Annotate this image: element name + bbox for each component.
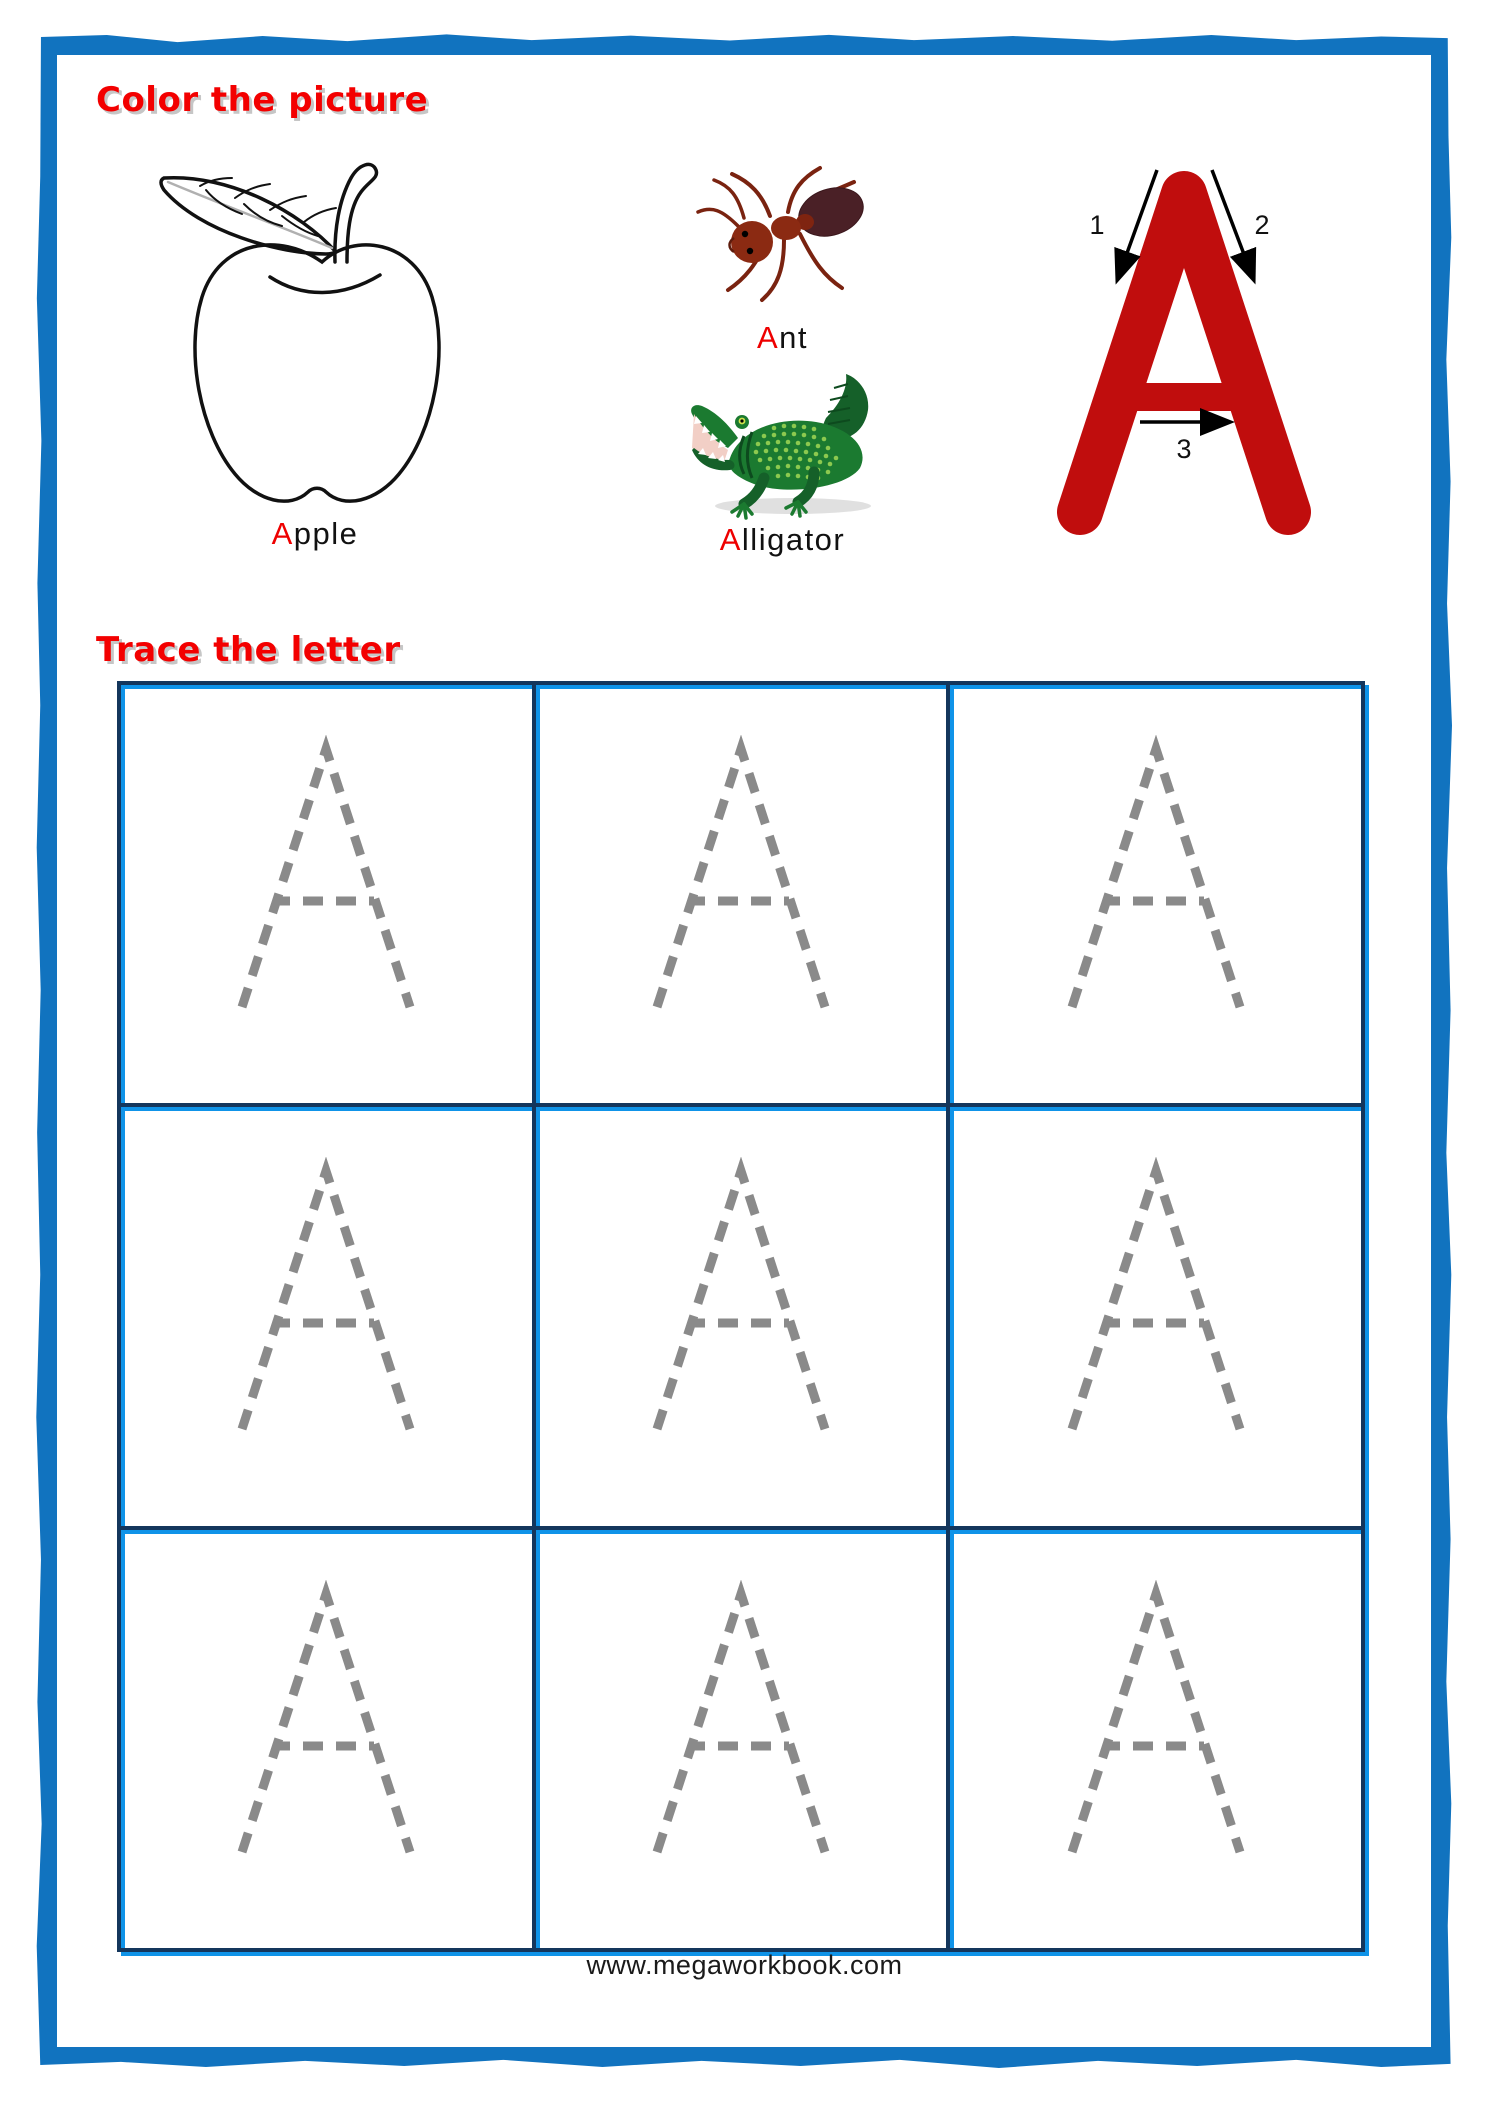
apple-label-initial: A	[271, 516, 294, 551]
apple-body	[195, 245, 439, 501]
ant-eye-bottom	[747, 248, 753, 254]
letter-a-stroke-guide	[1050, 150, 1340, 550]
dashed-letter-a	[641, 1157, 841, 1447]
dashed-a-legs	[1072, 749, 1240, 1007]
dashed-letter-a	[226, 735, 426, 1025]
apple-outline-image	[140, 112, 490, 512]
ant-label-rest: nt	[779, 320, 809, 355]
dashed-letter-a	[226, 1580, 426, 1870]
dashed-letter-a	[641, 1580, 841, 1870]
alligator-label-initial: A	[719, 522, 742, 557]
apple-label-rest: pple	[293, 516, 359, 551]
trace-cell	[946, 681, 1361, 1103]
dashed-letter-a	[641, 735, 841, 1025]
footer-website: www.megaworkbook.com	[586, 1950, 903, 1980]
ant-image	[688, 148, 878, 313]
dashed-a-legs	[242, 1594, 410, 1852]
leaf-veins	[200, 178, 336, 236]
dashed-a-legs	[1072, 1171, 1240, 1429]
big-letter-a-legs	[1080, 194, 1288, 512]
ant-eye-top	[742, 231, 748, 237]
trace-cell	[117, 1103, 532, 1525]
alligator-label-rest: lligator	[741, 522, 846, 557]
dashed-a-legs	[242, 1171, 410, 1429]
color-the-picture-heading: Color the picture	[96, 80, 429, 120]
dashed-a-legs	[657, 1171, 825, 1429]
dashed-letter-a	[1056, 735, 1256, 1025]
trace-cell	[946, 1526, 1361, 1948]
dashed-letter-a	[1056, 1580, 1256, 1870]
trace-grid	[117, 681, 1365, 1952]
stroke-number-3: 3	[1176, 434, 1192, 464]
ant-antennae	[698, 180, 744, 226]
trace-cell	[532, 681, 947, 1103]
dashed-a-legs	[657, 1594, 825, 1852]
trace-cell	[532, 1526, 947, 1948]
apple-top-dimple	[270, 275, 380, 293]
trace-cell	[946, 1103, 1361, 1525]
dashed-a-legs	[657, 749, 825, 1007]
ant-label	[640, 320, 925, 356]
stroke-number-1: 1	[1089, 210, 1105, 240]
apple-label	[140, 516, 490, 552]
trace-the-letter-heading: Trace the letter	[96, 630, 401, 670]
dashed-a-legs	[1072, 1594, 1240, 1852]
dashed-a-legs	[242, 749, 410, 1007]
ant-thorax	[771, 216, 801, 240]
trace-cell	[532, 1103, 947, 1525]
trace-cell	[117, 1526, 532, 1948]
alligator-label	[640, 522, 925, 558]
ant-abdomen	[793, 180, 870, 244]
alligator-image	[678, 366, 908, 521]
stroke-number-2: 2	[1254, 210, 1270, 240]
trace-cell	[117, 681, 532, 1103]
alligator-pupil	[740, 419, 743, 422]
dashed-letter-a	[226, 1157, 426, 1447]
dashed-letter-a	[1056, 1157, 1256, 1447]
ant-label-initial: A	[756, 320, 780, 355]
ant-head	[731, 221, 773, 263]
